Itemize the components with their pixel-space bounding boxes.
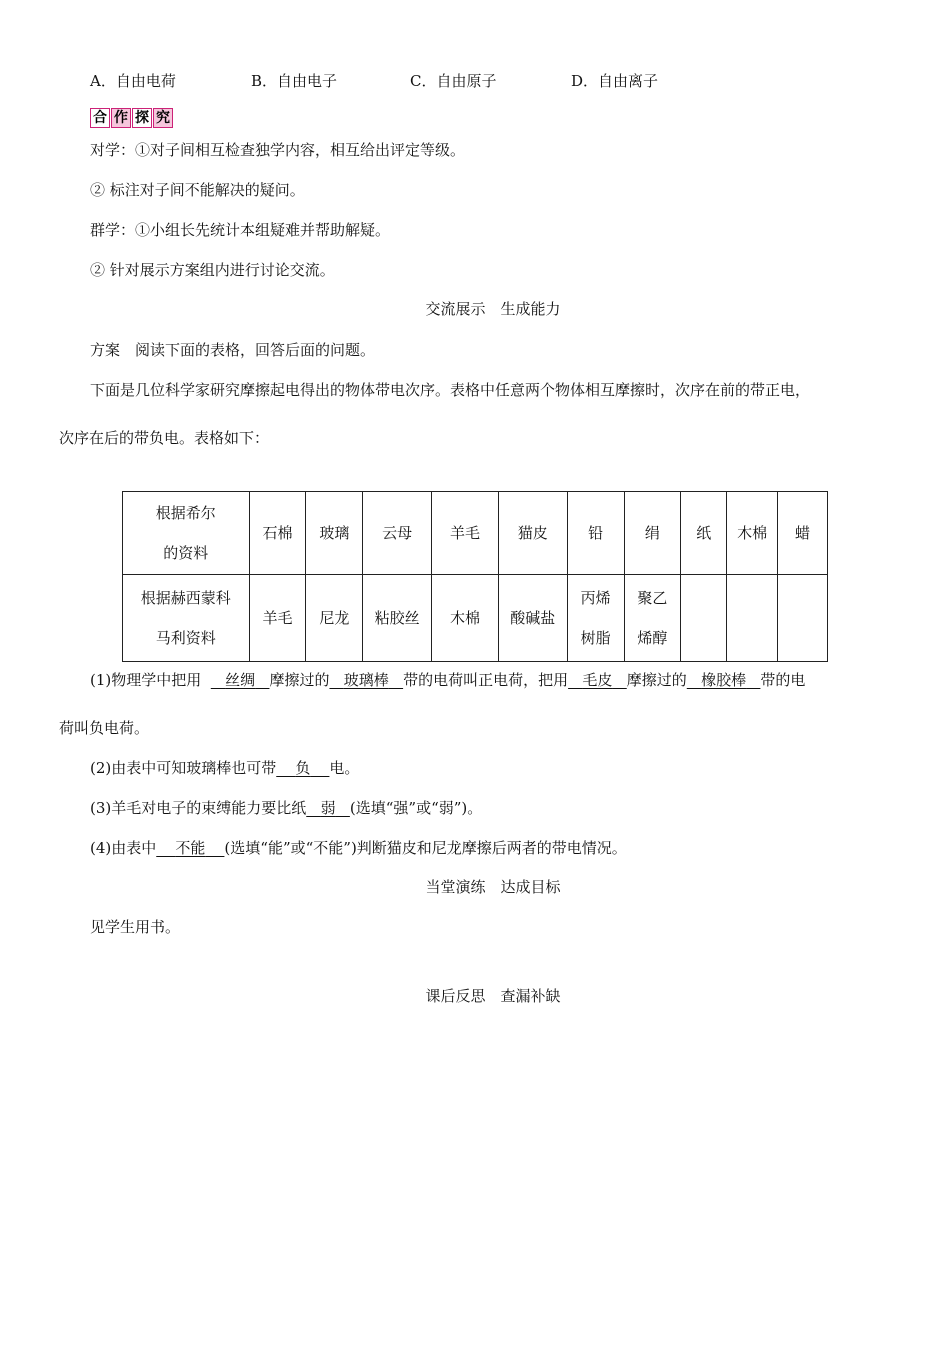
answer-blank: 毛皮 xyxy=(582,671,613,689)
badge-char-3: 探 xyxy=(132,108,152,128)
table-cell: 纸 xyxy=(681,492,727,575)
table-cell: 粘胶丝 xyxy=(363,575,432,662)
section-heading-exchange: 交流展示 生成能力 xyxy=(425,300,561,318)
badge-char-4: 究 xyxy=(153,108,173,128)
table-row-hill xyxy=(123,492,828,575)
badge-char-1: 合 xyxy=(90,108,110,128)
row-header-hill: 根据希尔 的资料 xyxy=(123,492,250,575)
question-1-continued: 荷叫负电荷。 xyxy=(59,719,150,737)
group-study-line-1: 群学：①小组长先统计本组疑难并帮助解疑。 xyxy=(90,221,391,239)
table-cell xyxy=(727,575,778,662)
answer-blank: 负 xyxy=(295,759,311,777)
cooperative-inquiry-badge xyxy=(90,108,173,128)
table-cell: 羊毛 xyxy=(432,492,499,575)
intro-line-2: 次序在后的带负电。表格如下： xyxy=(59,429,270,447)
table-row-hersey xyxy=(123,575,828,662)
pair-study-line-1: 对学：①对子间相互检查独学内容，相互给出评定等级。 xyxy=(90,141,466,159)
table-cell: 丙烯 树脂 xyxy=(567,575,624,662)
table-cell: 木棉 xyxy=(727,492,778,575)
option-b: B．自由电子 xyxy=(251,72,338,90)
option-c: C．自由原子 xyxy=(410,72,497,90)
answer-blank: 丝绸 xyxy=(225,671,256,689)
table-cell: 酸碱盐 xyxy=(498,575,567,662)
section-heading-reflect: 课后反思 查漏补缺 xyxy=(425,987,561,1005)
answer-blank: 不能 xyxy=(175,839,206,857)
table-cell: 聚乙 烯醇 xyxy=(624,575,681,662)
table-cell: 绢 xyxy=(624,492,681,575)
option-a: A．自由电荷 xyxy=(90,72,176,90)
table-cell xyxy=(681,575,727,662)
option-d: D．自由离子 xyxy=(571,72,659,90)
table-cell: 石棉 xyxy=(249,492,306,575)
question-2: (2)由表中可知玻璃棒也可带 负 电。 xyxy=(90,759,360,777)
answer-blank: 玻璃棒 xyxy=(343,671,389,689)
answer-blank: 橡胶棒 xyxy=(701,671,747,689)
table-cell: 玻璃 xyxy=(306,492,363,575)
question-1: (1)物理学中把用 丝绸 摩擦过的 玻璃棒 带的电荷叫正电荷，把用 毛皮 摩擦过的 橡胶棒 带的电 xyxy=(90,671,806,689)
section-heading-practice: 当堂演练 达成目标 xyxy=(425,878,561,896)
table-cell: 羊毛 xyxy=(249,575,306,662)
plan-line: 方案 阅读下面的表格，回答后面的问题。 xyxy=(90,341,376,359)
row-header-hersey: 根据赫西蒙科 马利资料 xyxy=(123,575,250,662)
question-4: (4)由表中 不能 (选填“能”或“不能”)判断猫皮和尼龙摩擦后两者的带电情况。 xyxy=(90,839,627,857)
see-book-line: 见学生用书。 xyxy=(90,918,181,936)
answer-blank: 弱 xyxy=(320,799,336,817)
table-cell xyxy=(778,575,828,662)
table-cell: 云母 xyxy=(363,492,432,575)
table-cell: 铅 xyxy=(567,492,624,575)
question-3: (3)羊毛对电子的束缚能力要比纸 弱 (选填“强”或“弱”)。 xyxy=(90,799,483,817)
badge-char-2: 作 xyxy=(111,108,131,128)
group-study-line-2: ② 针对展示方案组内进行讨论交流。 xyxy=(90,261,335,279)
triboelectric-series-table xyxy=(122,491,828,662)
table-cell: 猫皮 xyxy=(498,492,567,575)
table-cell: 蜡 xyxy=(778,492,828,575)
table-cell: 尼龙 xyxy=(306,575,363,662)
intro-line-1: 下面是几位科学家研究摩擦起电得出的物体带电次序。表格中任意两个物体相互摩擦时，次序在前的带正电， xyxy=(90,381,811,399)
pair-study-line-2: ② 标注对子间不能解决的疑问。 xyxy=(90,181,305,199)
table-cell: 木棉 xyxy=(432,575,499,662)
